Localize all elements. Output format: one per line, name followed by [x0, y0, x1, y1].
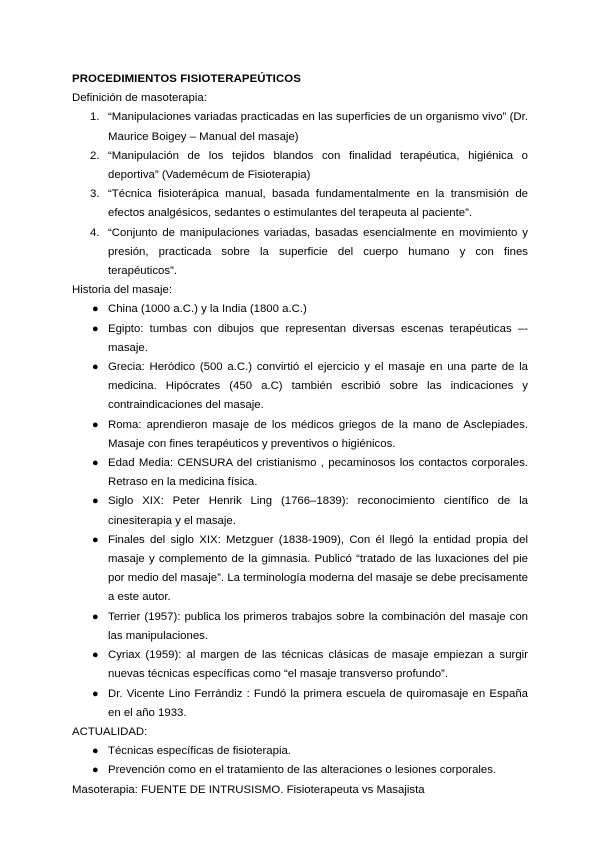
list-number: 4. — [90, 226, 100, 239]
list-item-text: Técnicas específicas de fisioterapia. — [108, 745, 291, 758]
list-item — [72, 761, 528, 780]
list-item-text: Siglo XIX: Peter Henrik Ling (1766–1839): reconocimiento científico de la cinesiterapia y el masaje. — [108, 495, 528, 527]
list-number: 2. — [90, 149, 100, 162]
list-item — [72, 416, 528, 454]
actualidad-heading: ACTUALIDAD: — [72, 725, 148, 738]
list-item-text: China (1000 a.C.) y la India (1800 a.C.) — [108, 303, 307, 316]
bullet-icon: ● — [92, 649, 99, 662]
list-item-text: Roma: aprendieron masaje de los médicos griegos de la mano de Asclepiades. Masaje con fines terapéuticos y preventivos o higiénicos. — [108, 418, 528, 450]
definitions-list — [72, 108, 528, 281]
list-item — [72, 608, 528, 646]
list-item-text: “Técnica fisioterápica manual, basada fundamentalmente en la transmisión de efectos analgésicos, sedantes o estimulantes del terapeuta al paciente”. — [108, 188, 528, 220]
list-item-text: “Manipulación de los tejidos blandos con finalidad terapéutica, higiénica o deportiva” (Vademécum de Fisioterapia) — [108, 149, 528, 182]
history-list — [72, 300, 528, 722]
bullet-icon: ● — [92, 764, 99, 777]
list-item — [72, 224, 528, 282]
list-item — [72, 108, 528, 146]
bullet-icon: ● — [92, 495, 99, 508]
list-item-text: Edad Media: CENSURA del cristianismo , pecaminosos los contactos corporales. Retraso en la medicina física. — [108, 457, 528, 489]
list-number: 3. — [90, 188, 100, 201]
bullet-icon: ● — [92, 745, 99, 758]
bullet-icon: ● — [92, 457, 99, 470]
list-item — [72, 685, 528, 723]
list-item — [72, 531, 528, 608]
list-item-text: Egipto: tumbas con dibujos que representan diversas escenas terapéuticas –- masaje. — [108, 322, 528, 354]
footer-line: Masoterapia: FUENTE DE INTRUSISMO. Fisioterapeuta vs Masajista — [72, 783, 425, 796]
bullet-icon: ● — [92, 418, 99, 431]
list-item-text: Finales del siglo XIX: Metzguer (1838-1909), Con él llegó la entidad propia del masaje y complemento de la gimnasia. Publicó “tratado de las luxaciones del pie por medio del masaje”. La terminología moderna del masaje se debe precisamente a este autor. — [108, 533, 528, 604]
page-title: PROCEDIMIENTOS FISIOTERAPEÚTICOS — [72, 73, 301, 85]
bullet-icon: ● — [92, 303, 99, 316]
list-item — [72, 185, 528, 223]
list-item-text: Terrier (1957): publica los primeros trabajos sobre la combinación del masaje con las manipulaciones. — [108, 610, 528, 642]
list-item — [72, 300, 528, 319]
list-item-text: Dr. Vicente Lino Ferrándiz : Fundó la primera escuela de quiromasaje en España en el año 1933. — [108, 687, 528, 719]
list-item — [72, 454, 528, 492]
definition-heading: Definición de masoterapia: — [72, 92, 207, 105]
bullet-icon: ● — [92, 533, 99, 546]
list-item — [72, 646, 528, 684]
list-item — [72, 742, 528, 761]
bullet-icon: ● — [92, 610, 99, 623]
bullet-icon: ● — [92, 687, 99, 700]
document-body — [72, 70, 528, 800]
list-item — [72, 320, 528, 358]
list-item-text: Cyriax (1959): al margen de las técnicas clásicas de masaje empiezan a surgir nuevas técnicas específicas como “el masaje transverso profundo”. — [108, 649, 528, 681]
actualidad-list — [72, 742, 528, 780]
bullet-icon: ● — [92, 361, 99, 374]
list-item-text: Grecia: Heródico (500 a.C.) convirtió el ejercicio y el masaje en una parte de la medicina. Hipócrates (450 a.C) también escribió sobre las indicaciones y contraindicaciones del masaje. — [108, 361, 528, 412]
bullet-icon: ● — [92, 322, 99, 335]
history-heading: Historia del masaje: — [72, 284, 173, 297]
list-item — [72, 358, 528, 416]
list-item-text: “Manipulaciones variadas practicadas en las superficies de un organismo vivo” (Dr. Maurice Boigey – Manual del masaje) — [108, 111, 528, 143]
list-item-text: Prevención como en el tratamiento de las alteraciones o lesiones corporales. — [108, 764, 497, 777]
list-item — [72, 147, 528, 185]
list-item-text: “Conjunto de manipulaciones variadas, basadas esencialmente en movimiento y presión, practicada sobre la superficie del cuerpo humano y con fines terapéuticos”. — [108, 226, 528, 278]
list-item — [72, 492, 528, 530]
list-number: 1. — [90, 111, 100, 124]
